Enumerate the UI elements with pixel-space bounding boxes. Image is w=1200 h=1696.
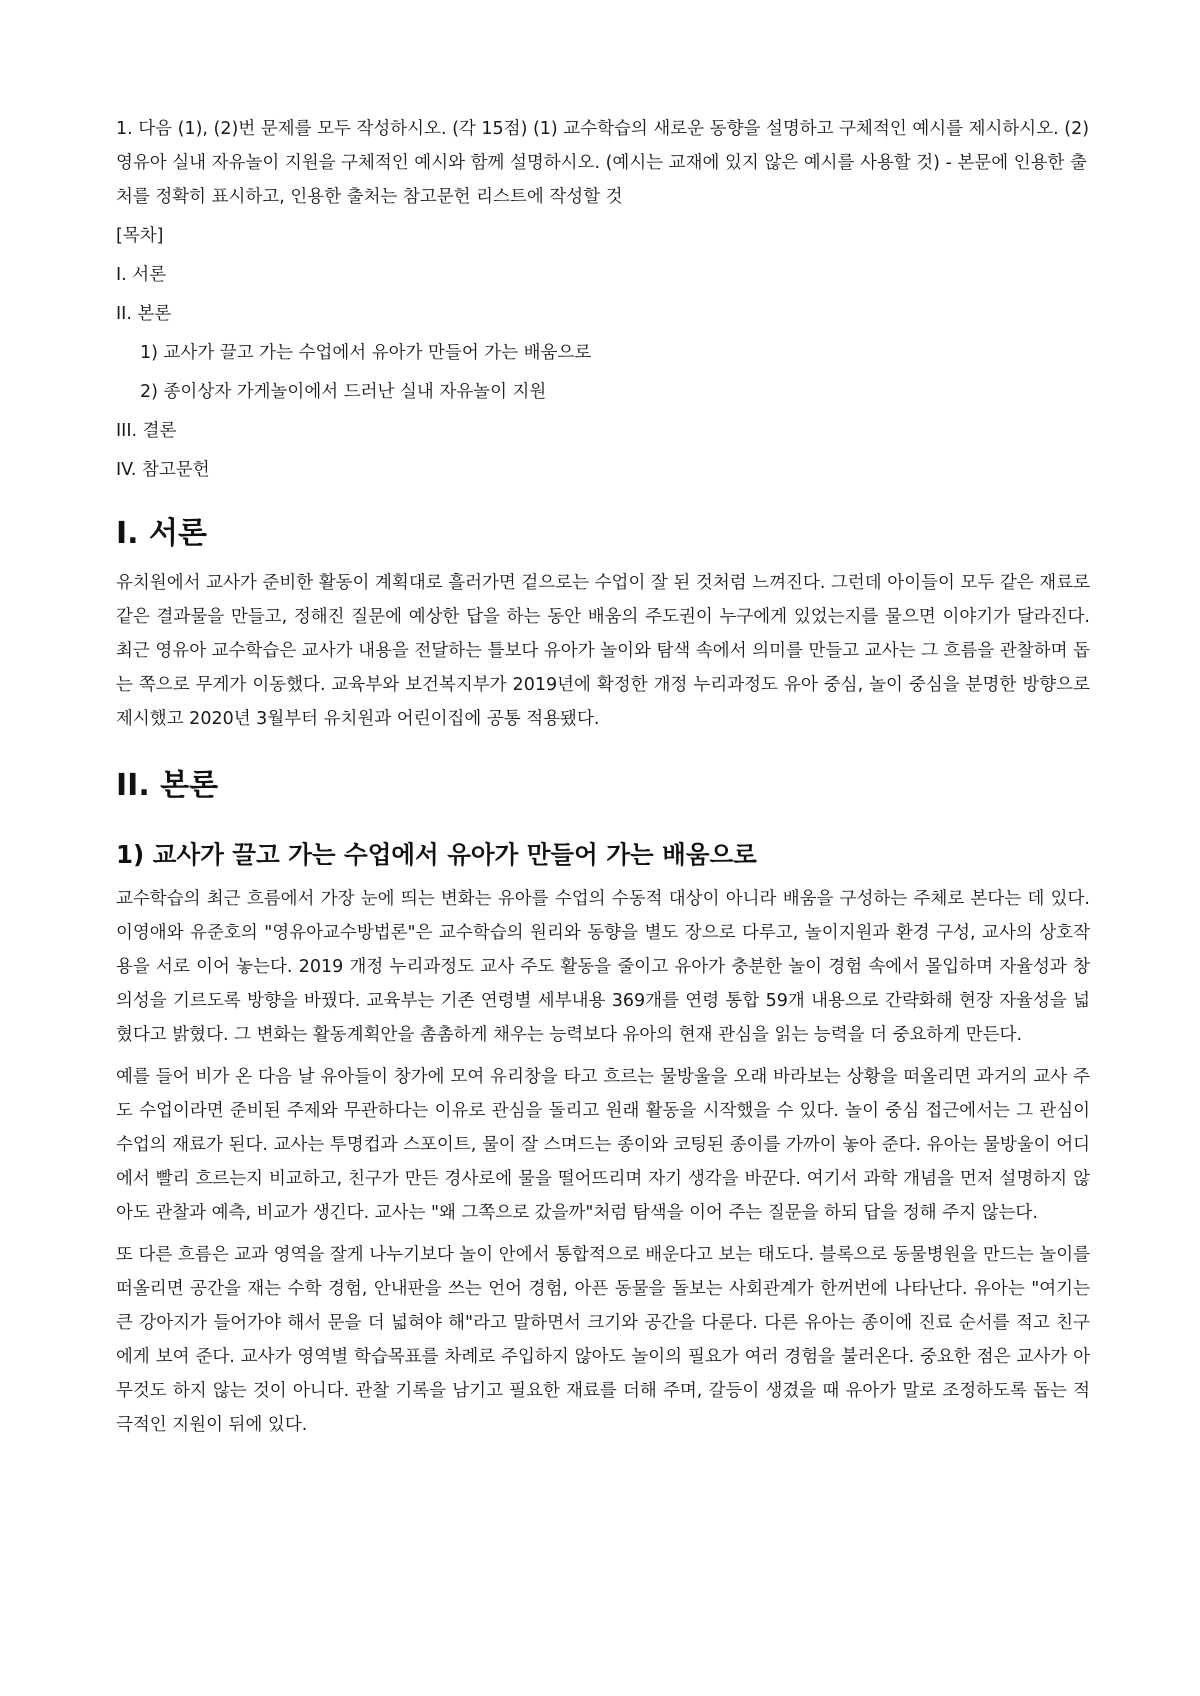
body-sub1-paragraph-1: 교수학습의 최근 흐름에서 가장 눈에 띄는 변화는 유아를 수업의 수동적 대상이 아니라 배움을 구성하는 주체로 본다는 데 있다. 이영애와 유준호의 "영유아교수방법론"은 교수학습의 원리와 동향을 별도 장으로 다루고, 놀이지원과 환경 구성, 교사의 상호작용을 서로 이어 놓는다. 2019 개정 누리과정도 교사 주도 활동을 줄이고 유아가 충분한 놀이 경험 속에서 몰입하며 자율성과 창의성을 기르도록 방향을 바꿨다. 교육부는 기존 연령별 세부내용 369개를 연령 통합 59개 내용으로 간략화해 현장 자율성을 넓혔다고 밝혔다. 그 변화는 활동계획안을 촘촘하게 채우는 능력보다 유아의 현재 관심을 읽는 능력을 더 중요하게 만든다. [116,889,1090,1045]
intro-paragraph: 유치원에서 교사가 준비한 활동이 계획대로 흘러가면 겉으로는 수업이 잘 된 것처럼 느껴진다. 그런데 아이들이 모두 같은 재료로 같은 결과물을 만들고, 정해진 질문에 예상한 답을 하는 동안 배움의 주도권이 누구에게 있었는지를 물으면 이야기가 달라진다. 최근 영유아 교수학습은 교사가 내용을 전달하는 틀보다 유아가 놀이와 탐색 속에서 의미를 만들고 교사는 그 흐름을 관찰하며 돕는 쪽으로 무게가 이동했다. 교육부와 보건복지부가 2019년에 확정한 개정 누리과정도 유아 중심, 놀이 중심을 분명한 방향으로 제시했고 2020년 3월부터 유치원과 어린이집에 공통 적용됐다. [116,573,1090,729]
toc-item-references: IV. 참고문헌 [116,460,210,480]
body-sub1-paragraph-2: 예를 들어 비가 온 다음 날 유아들이 창가에 모여 유리창을 타고 흐르는 물방울을 오래 바라보는 상황을 떠올리면 과거의 교사 주도 수업이라면 준비된 주제와 무관하다는 이유로 관심을 돌리고 원래 활동을 시작했을 수 있다. 놀이 중심 접근에서는 그 관심이 수업의 재료가 된다. 교사는 투명컵과 스포이트, 물이 잘 스며드는 종이와 코팅된 종이를 가까이 놓아 준다. 유아는 물방울이 어디에서 빨리 흐르는지 비교하고, 친구가 만든 경사로에 물을 떨어뜨리며 자기 생각을 바꾼다. 여기서 과학 개념을 먼저 설명하지 않아도 관찰과 예측, 비교가 생긴다. 교사는 "왜 그쪽으로 갔을까"처럼 탐색을 이어 주는 질문을 하되 답을 정해 주지 않는다. [116,1067,1090,1223]
toc-item-body-sub2: 2) 종이상자 가게놀이에서 드러난 실내 자유놀이 지원 [140,382,547,402]
table-of-contents [116,261,1090,484]
toc-title: [목차] [116,226,164,246]
assignment-question: 1. 다음 (1), (2)번 문제를 모두 작성하시오. (각 15점) (1) 교수학습의 새로운 동향을 설명하고 구체적인 예시를 제시하시오. (2) 영유아 실내 자유놀이 지원을 구체적인 예시와 함께 설명하시오. (예시는 교재에 있지 않은 예시를 사용할 것) - 본문에 인용한 출처를 정확히 표시하고, 인용한 출처는 참고문헌 리스트에 작성할 것 [116,119,1090,207]
toc-item-conclusion: III. 결론 [116,421,177,441]
toc-item-intro: I. 서론 [116,265,167,285]
intro-heading: I. 서론 [116,516,207,551]
toc-item-body: II. 본론 [116,304,172,324]
body-sub1-paragraph-3: 또 다른 흐름은 교과 영역을 잘게 나누기보다 놀이 안에서 통합적으로 배운다고 보는 태도다. 블록으로 동물병원을 만드는 놀이를 떠올리면 공간을 재는 수학 경험, 안내판을 쓰는 언어 경험, 아픈 동물을 돌보는 사회관계가 한꺼번에 나타난다. 유아는 "여기는 큰 강아지가 들어가야 해서 문을 더 넓혀야 해"라고 말하면서 크기와 공간을 다룬다. 다른 유아는 종이에 진료 순서를 적고 친구에게 보여 준다. 교사가 영역별 학습목표를 차례로 주입하지 않아도 놀이의 필요가 여러 경험을 불러온다. 중요한 점은 교사가 아무것도 하지 않는 것이 아니다. 관찰 기록을 남기고 필요한 재료를 더해 주며, 갈등이 생겼을 때 유아가 말로 조정하도록 돕는 적극적인 지원이 뒤에 있다. [116,1245,1090,1435]
body-heading: II. 본론 [116,768,219,803]
toc-item-body-sub1: 1) 교사가 끌고 가는 수업에서 유아가 만들어 가는 배움으로 [140,343,592,363]
body-sub1-heading: 1) 교사가 끌고 가는 수업에서 유아가 만들어 가는 배움으로 [116,840,757,869]
